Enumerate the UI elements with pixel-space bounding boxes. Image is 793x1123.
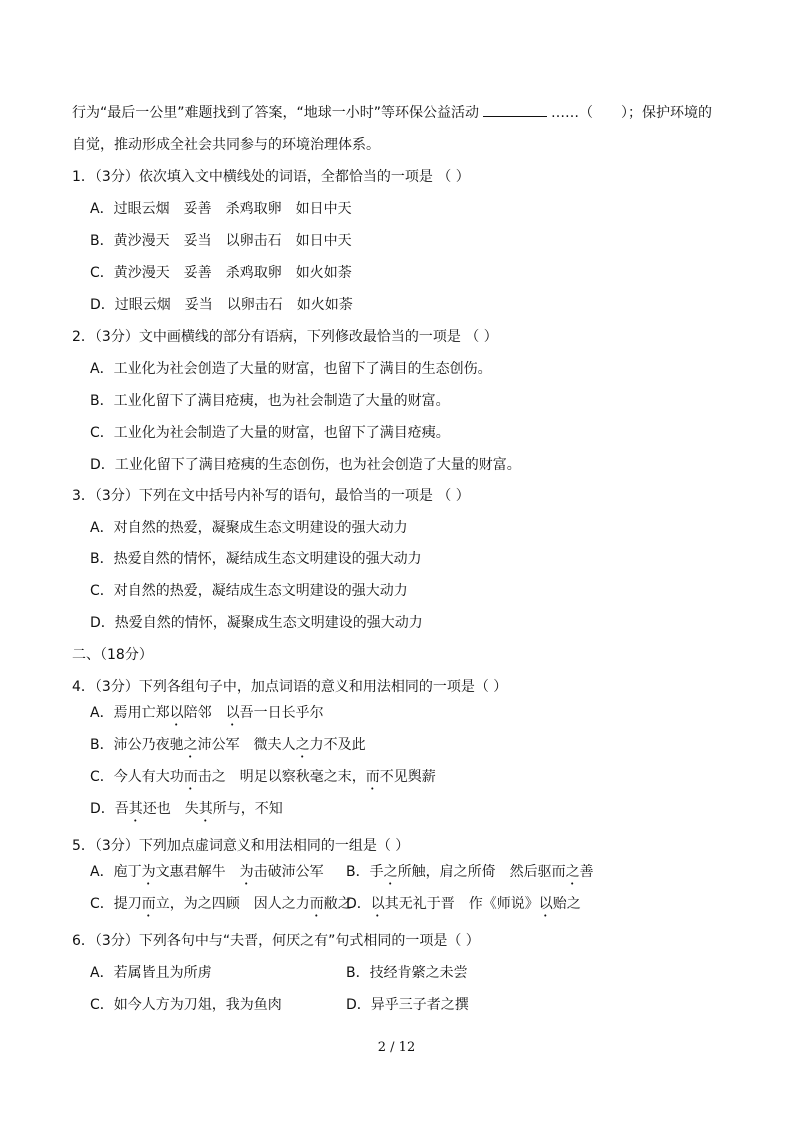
dotted-word: 以 bbox=[370, 896, 385, 912]
option-b: B．手之所触，肩之所倚 然后驱而之善 bbox=[346, 864, 594, 880]
option-b: B．沛公乃夜驰之沛公军 微夫人之力不及此 bbox=[90, 737, 366, 753]
option-d: D．吾其还也 失其所与，不知 bbox=[90, 801, 283, 817]
dotted-word: 以 bbox=[538, 896, 553, 912]
option-c: C．如今人方为刀俎，我为鱼肉 bbox=[90, 997, 282, 1013]
question-stem: 1．（3分）依次填入文中横线处的词语，全都恰当的一项是 （ ） bbox=[72, 169, 470, 185]
dotted-word: 而 bbox=[365, 769, 380, 785]
fill-blank bbox=[483, 104, 547, 117]
option-d: D．热爱自然的情怀，凝聚成生态文明建设的强大动力 bbox=[90, 615, 423, 631]
option-d: D．以其无礼于晋 作《师说》以贻之 bbox=[346, 896, 581, 912]
option-c: C．工业化为社会制造了大量的财富，也留下了满目疮痍。 bbox=[90, 425, 450, 441]
dotted-word: 为 bbox=[239, 864, 254, 880]
question-stem: 4．（3分）下列各组句子中，加点词语的意义和用法相同的一项是（ ） bbox=[72, 679, 508, 695]
option-b: B．热爱自然的情怀，凝结成生态文明建设的强大动力 bbox=[90, 551, 422, 567]
question-stem: 2．（3分）文中画横线的部分有语病，下列修改最恰当的一项是 （ ） bbox=[72, 329, 498, 345]
dotted-word: 之 bbox=[565, 864, 580, 880]
passage-line: 自觉，推动形成全社会共同参与的环境治理体系。 bbox=[72, 137, 380, 153]
dotted-word: 之 bbox=[383, 864, 398, 880]
option-a: A．若属皆且为所虏 bbox=[90, 965, 212, 981]
question-stem: 6．（3分）下列各句中与“夫晋，何厌之有”句式相同的一项是（ ） bbox=[72, 933, 480, 949]
dotted-word: 其 bbox=[128, 801, 143, 817]
dotted-word: 以 bbox=[225, 705, 240, 721]
dotted-word: 而 bbox=[141, 896, 156, 912]
passage-text: 行为“最后一公里”难题找到了答案，“地球一小时”等环保公益活动 bbox=[72, 105, 480, 121]
dotted-word: 而 bbox=[309, 896, 324, 912]
option-a: A．对自然的热爱，凝聚成生态文明建设的强大动力 bbox=[90, 520, 408, 536]
option-a: A．工业化为社会创造了大量的财富，也留下了满目的生态创伤。 bbox=[90, 361, 492, 377]
option-b: B．技经肯綮之未尝 bbox=[346, 965, 468, 981]
dotted-word: 之 bbox=[295, 737, 310, 753]
option-a: A．过眼云烟 妥善 杀鸡取卵 如日中天 bbox=[90, 201, 352, 217]
dotted-word: 以 bbox=[169, 705, 184, 721]
option-c: C．提刀而立，为之四顾 因人之力而敝之 bbox=[90, 896, 352, 912]
option-a: A．焉用亡郑以陪邻 以吾一日长乎尔 bbox=[90, 705, 324, 721]
passage-text: ……（ ）；保护环境的 bbox=[551, 105, 713, 121]
option-b: B．工业化留下了满目疮痍，也为社会制造了大量的财富。 bbox=[90, 393, 450, 409]
option-b: B．黄沙漫天 妥当 以卵击石 如日中天 bbox=[90, 233, 352, 249]
page-number: 2 / 12 bbox=[377, 1040, 416, 1055]
section-heading: 二、（18分） bbox=[72, 647, 153, 663]
option-c: C．黄沙漫天 妥善 杀鸡取卵 如火如荼 bbox=[90, 265, 352, 281]
option-d: D．过眼云烟 妥当 以卵击石 如火如荼 bbox=[90, 297, 353, 313]
option-d: D．异乎三子者之撰 bbox=[346, 997, 469, 1013]
dotted-word: 之 bbox=[183, 737, 198, 753]
option-a: A．庖丁为文惠君解牛 为击破沛公军 bbox=[90, 864, 324, 880]
passage-line bbox=[72, 104, 712, 122]
option-c: C．今人有大功而击之 明足以察秋毫之末，而不见舆薪 bbox=[90, 769, 436, 785]
dotted-word: 而 bbox=[183, 769, 198, 785]
question-stem: 5．（3分）下列加点虚词意义和用法相同的一组是（ ） bbox=[72, 838, 410, 854]
option-c: C．对自然的热爱，凝结成生态文明建设的强大动力 bbox=[90, 583, 408, 599]
dotted-word: 其 bbox=[198, 801, 213, 817]
option-d: D．工业化留下了满目疮痍的生态创伤，也为社会创造了大量的财富。 bbox=[90, 457, 521, 473]
question-stem: 3．（3分）下列在文中括号内补写的语句，最恰当的一项是 （ ） bbox=[72, 488, 470, 504]
dotted-word: 为 bbox=[141, 864, 156, 880]
